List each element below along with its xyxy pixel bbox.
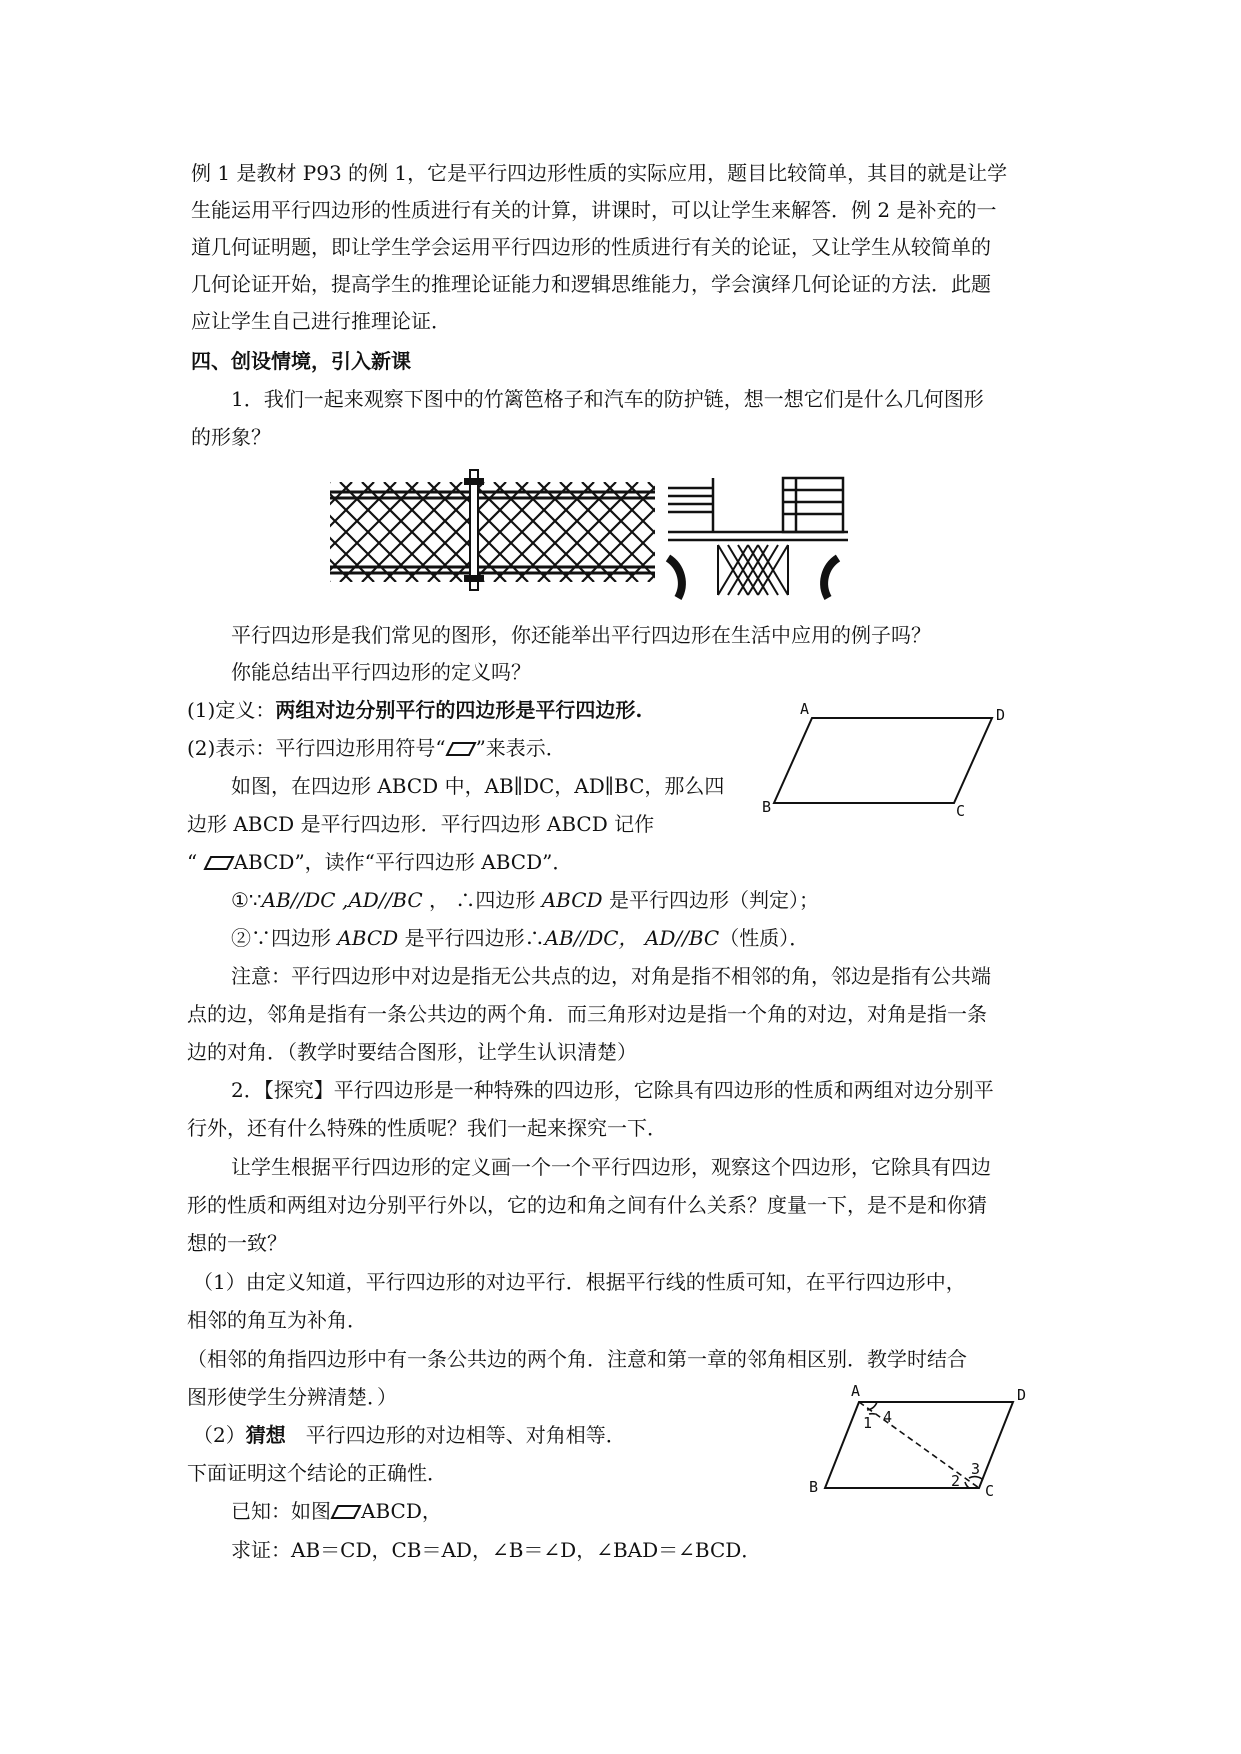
property-1-line-2: 相邻的角互为补角． (187, 1308, 367, 1332)
figure-2-label-b: B (809, 1478, 819, 1496)
notation-reading (187, 849, 572, 875)
rule-1 (231, 887, 819, 913)
figure-2-angle-4: 4 (883, 1408, 893, 1426)
notation-prefix: (2)表示：平行四边形用符号“ (187, 736, 446, 760)
definition (187, 697, 642, 723)
rule-1-part-e: 是平行四边形（判定）； (602, 888, 819, 912)
draw-line-3: 想的一致？ (187, 1231, 287, 1255)
parallelogram-figure-1 (760, 700, 1010, 820)
explore-line-1: 2．【探究】平行四边形是一种特殊的四边形，它除具有四边形的性质和两组对边分别平 (231, 1078, 994, 1102)
rule-1-part-c: ， ∴四边形 (422, 888, 542, 912)
property-1-note-line-2: 图形使学生分辨清楚．） (187, 1385, 397, 1409)
rule-2-part-a: ②∵四边形 (231, 926, 338, 950)
prove-statement: 求证：AB＝CD，CB＝AD，∠B＝∠D，∠BAD＝∠BCD． (231, 1538, 762, 1562)
parallelogram-symbol-icon (331, 1505, 361, 1519)
rule-1-part-d: ABCD (541, 888, 603, 912)
figure-1-label-c: C (956, 802, 966, 820)
notation-open-quote: “ (187, 850, 198, 874)
given-prefix: 已知：如图 (231, 1499, 331, 1523)
figure-2-angle-3: 3 (971, 1460, 981, 1478)
note-line-1: 注意：平行四边形中对边是指无公共点的边，对角是指不相邻的角，邻边是指有公共端 (231, 964, 991, 988)
figure-1-label-b: B (762, 798, 772, 816)
figure-1-label-d: D (996, 706, 1006, 724)
rule-2-part-e: （性质）． (719, 926, 810, 950)
conjecture-text: 平行四边形的对边相等、对角相等． (285, 1423, 626, 1447)
definition-prefix: (1)定义： (187, 698, 276, 722)
note-line-3: 边的对角．（教学时要结合图形，让学生认识清楚） (187, 1040, 637, 1064)
car-chain-illustration (668, 470, 848, 598)
draw-line-1: 让学生根据平行四边形的定义画一个一个平行四边形，观察这个四边形，它除具有四边 (231, 1155, 991, 1179)
explore-line-2: 行外，还有什么特殊的性质呢？我们一起来探究一下． (187, 1116, 667, 1140)
intro-line-4: 几何论证开始，提高学生的推理论证能力和逻辑思维能力，学会演绎几何论证的方法．此题 (191, 272, 991, 296)
rule-1-part-a: ①∵ (231, 888, 262, 912)
given-text: ABCD， (361, 1499, 442, 1523)
rule-2-part-c: 是平行四边形∴ (398, 926, 545, 950)
conjecture-label: 猜想 (245, 1423, 286, 1447)
intro-line-3: 道几何证明题，即让学生学会运用平行四边形的性质进行有关的论证，又让学生从较简单的 (191, 235, 991, 259)
figure-2-angle-1: 1 (863, 1414, 873, 1432)
property-1-note-line-1: （相邻的角指四边形中有一条公共边的两个角．注意和第一章的邻角相区别．教学时结合 (187, 1347, 967, 1371)
definition-text: 两组对边分别平行的四边形是平行四边形. (275, 698, 643, 722)
figure-2-label-d: D (1017, 1386, 1027, 1404)
section-title: 四、创设情境，引入新课 (191, 349, 411, 373)
rule-2-part-d: AB//DC， AD//BC (544, 926, 720, 950)
rule-1-part-b: AB//DC ,AD//BC (261, 888, 423, 912)
figure-text-line-1: 如图，在四边形 ABCD 中，AB∥DC，AD∥BC，那么四 (231, 774, 725, 798)
conjecture-prefix: （2） (193, 1423, 246, 1447)
given (231, 1498, 442, 1524)
notation-reading-text: ABCD”，读作“平行四边形 ABCD”． (233, 850, 573, 874)
notation-suffix: ”来表示． (475, 736, 566, 760)
figure-2-angle-2: 2 (951, 1472, 961, 1490)
follow-line-1: 平行四边形是我们常见的图形，你还能举出平行四边形在生活中应用的例子吗？ (231, 623, 931, 647)
figure-2-label-a: A (851, 1382, 861, 1400)
parallelogram-symbol-icon (446, 742, 476, 756)
intro-line-2: 生能运用平行四边形的性质进行有关的计算，讲课时，可以让学生来解答．例 2 是补充的一 (191, 198, 997, 222)
intro-line-1: 例 1 是教材 P93 的例 1，它是平行四边形性质的实际应用，题目比较简单，其目的就是让学 (191, 161, 1008, 185)
draw-line-2: 形的性质和两组对边分别平行外以，它的边和角之间有什么关系？度量一下，是不是和你猜 (187, 1193, 987, 1217)
question-1-line-2: 的形象？ (191, 425, 271, 449)
property-1-line-1: （1）由定义知道，平行四边形的对边平行．根据平行线的性质可知，在平行四边形中， (193, 1270, 966, 1294)
rule-2-part-b: ABCD (337, 926, 399, 950)
proof-intro: 下面证明这个结论的正确性． (187, 1461, 447, 1485)
conjecture (193, 1422, 626, 1448)
figure-2-label-c: C (985, 1482, 995, 1500)
bamboo-fence-illustration (330, 470, 660, 590)
figure-1-label-a: A (800, 700, 810, 718)
question-1-line-1: 1．我们一起来观察下图中的竹篱笆格子和汽车的防护链，想一想它们是什么几何图形 (231, 387, 984, 411)
note-line-2: 点的边，邻角是指有一条公共边的两个角．而三角形对边是指一个角的对边，对角是指一条 (187, 1002, 987, 1026)
parallelogram-symbol-icon (204, 856, 234, 870)
intro-line-5: 应让学生自己进行推理论证． (191, 309, 451, 333)
rule-2 (231, 925, 809, 951)
notation-line (187, 735, 566, 761)
follow-line-2: 你能总结出平行四边形的定义吗？ (231, 660, 531, 684)
parallelogram-figure-2 (805, 1380, 1045, 1500)
figure-text-line-2: 边形 ABCD 是平行四边形．平行四边形 ABCD 记作 (187, 812, 655, 836)
